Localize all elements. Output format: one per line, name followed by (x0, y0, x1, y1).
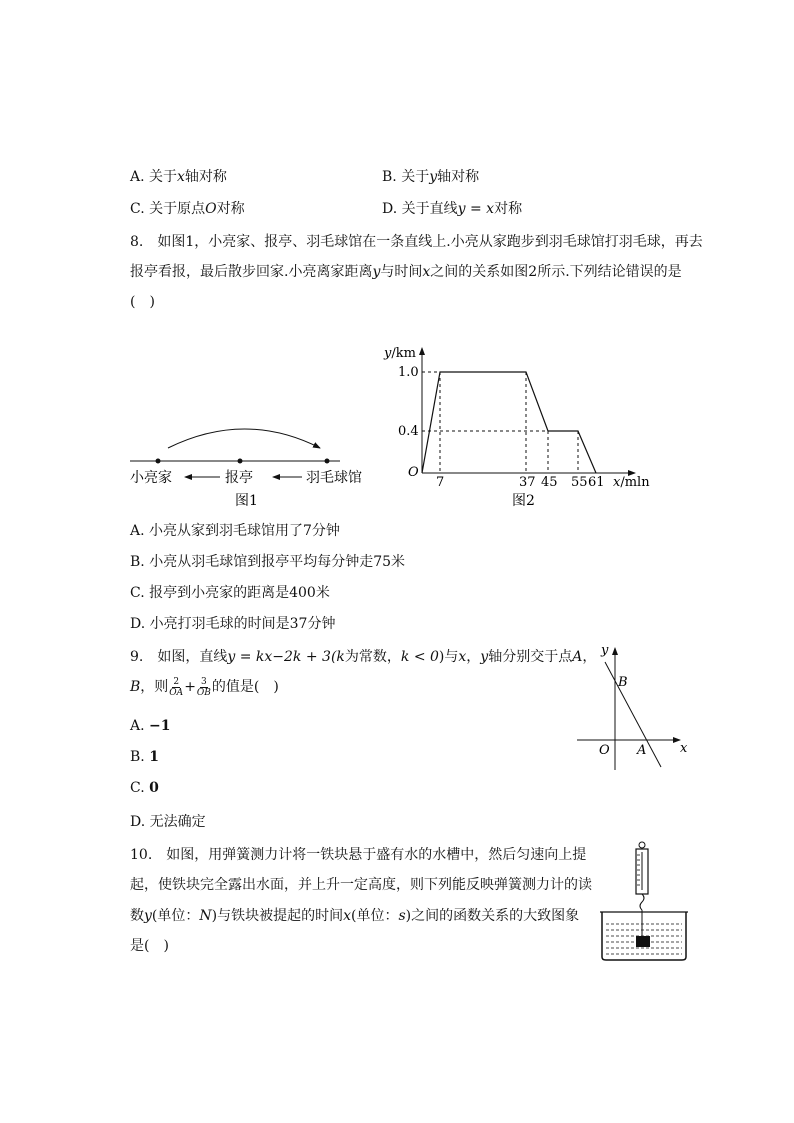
q9-figure (575, 642, 695, 772)
q8-stem-line1: 8. 如图1，小亮家、报亭、羽毛球馆在一条直线上.小亮从家跑步到羽毛球馆打羽毛球，再去 (130, 234, 703, 250)
label-gym: 羽毛球馆 (306, 470, 362, 486)
q8-stem-line2: 报亭看报，最后散步回家.小亮离家距离y与时间x之间的关系如图2所示.下列结论错误的是 (130, 264, 682, 280)
ytick-2: 0.4 (398, 424, 419, 439)
xtick-5: 61 (588, 475, 605, 490)
q7-option-d: D. 关于直线y = x对称 (382, 201, 523, 217)
x-axis-label: x/mln (613, 475, 650, 490)
origin-label: O (408, 465, 419, 480)
q9-option-a: A. −1 (130, 718, 171, 734)
q10-stem-line3: 数y(单位：N)与铁块被提起的时间x(单位：s)之间的函数关系的大致图象 (130, 908, 580, 924)
q9-stem-line1: 9. 如图，直线y = kx−2k + 3(k为常数，k < 0)与x，y轴分别交于点A， (130, 649, 597, 665)
q9-option-b: B. 1 (130, 749, 159, 765)
q9-x-label: x (680, 741, 688, 756)
q8-option-d: D. 小亮打羽毛球的时间是37分钟 (130, 616, 336, 632)
ytick-1: 1.0 (398, 365, 419, 380)
q9-option-d: D. 无法确定 (130, 814, 206, 830)
caption-fig2: 图2 (512, 493, 535, 509)
point-kiosk (238, 459, 243, 464)
q8-option-c: C. 报亭到小亮家的距离是400米 (130, 585, 330, 601)
q8-option-b: B. 小亮从羽毛球馆到报亭平均每分钟走75米 (130, 554, 406, 570)
q9-b-label: B (618, 675, 628, 690)
xtick-2: 37 (519, 475, 536, 490)
q9-y-label: y (601, 643, 609, 658)
q9-o-label: O (599, 743, 610, 758)
scale-hook-ring (639, 842, 645, 848)
q8-stem-line3: ( ) (130, 294, 155, 310)
q10-stem-line1: 10. 如图，用弹簧测力计将一铁块悬于盛有水的水槽中，然后匀速向上提 (130, 847, 587, 863)
xtick-3: 45 (541, 475, 558, 490)
y-axis-label: y/km (384, 346, 416, 361)
q9-stem-line2: B，则 $\frac{2}{OA}$ + $\frac{3}{OB}$ 的值是( ) (130, 676, 279, 698)
q8-option-a: A. 小亮从家到羽毛球馆用了7分钟 (130, 523, 340, 539)
caption-fig1: 图1 (235, 493, 258, 509)
point-gym (325, 459, 330, 464)
fraction-2-over-oa: $\frac{2}{OA}$ (169, 676, 184, 698)
xtick-1: 7 (436, 475, 445, 490)
fraction-3-over-ob: $\frac{3}{OB}$ (196, 676, 211, 698)
q8-figure1 (125, 425, 375, 515)
q10-stem-line2: 起，使铁块完全露出水面，并上升一定高度，则下列能反映弹簧测力计的读 (130, 877, 592, 893)
route-arc (168, 429, 320, 448)
label-home: 小亮家 (130, 470, 172, 486)
point-home (156, 459, 161, 464)
distance-line (422, 372, 596, 473)
q7-option-c: C. 关于原点O对称 (130, 201, 245, 217)
q7-option-a: A. 关于x轴对称 (130, 169, 227, 185)
q7-option-b: B. 关于y轴对称 (382, 169, 480, 185)
q9-a-label: A (637, 743, 647, 758)
q9-line (605, 662, 661, 767)
q10-figure (598, 840, 690, 962)
q9-option-c: C. 0 (130, 780, 159, 796)
xtick-4: 55 (571, 475, 588, 490)
q8-figure2 (380, 340, 660, 515)
label-kiosk: 报亭 (225, 470, 253, 486)
iron-block (636, 936, 650, 947)
q10-stem-line4: 是( ) (130, 938, 169, 954)
